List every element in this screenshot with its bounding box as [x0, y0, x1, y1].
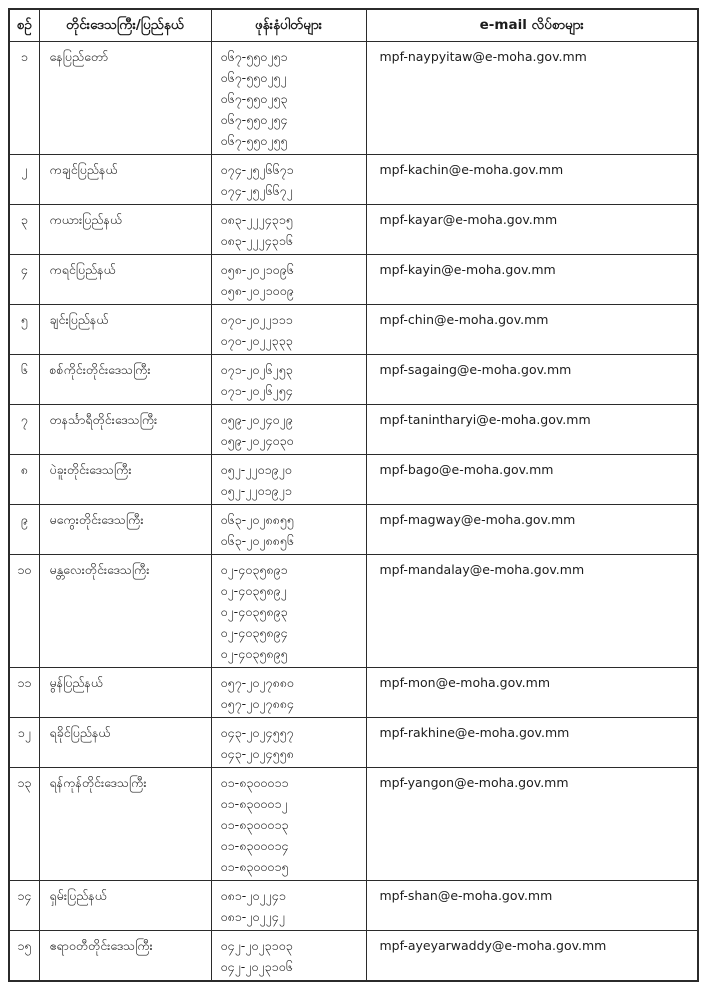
- phone-number: ၀၅၂-၂၂၀၁၉၂၀: [220, 462, 292, 477]
- col-header-phones: ဖုန်းနံပါတ်များ: [211, 9, 366, 42]
- phone-number: ၀၈၁-၂၀၂၂၄၁: [220, 888, 286, 903]
- table-header: [9, 9, 698, 42]
- email-cell: mpf-rakhine@e-moha.gov.mm: [366, 718, 698, 768]
- email-cell: mpf-magway@e-moha.gov.mm: [366, 505, 698, 555]
- serial-cell: ၁၂: [9, 718, 39, 768]
- phone-number: ၀၈၁-၂၀၂၂၄၂: [220, 909, 285, 924]
- contact-table: [8, 8, 699, 982]
- email-cell: mpf-kayar@e-moha.gov.mm: [366, 205, 698, 255]
- phones-cell: [211, 305, 366, 355]
- phone-number: ၀၆၇-၅၅၀၂၅၂: [220, 70, 287, 85]
- email-cell: mpf-shan@e-moha.gov.mm: [366, 881, 698, 931]
- region-cell: ရခိုင်ပြည်နယ်: [39, 718, 211, 768]
- email-cell: mpf-mon@e-moha.gov.mm: [366, 668, 698, 718]
- phone-number: ၀၄၃-၂၀၂၄၅၅၇: [220, 725, 294, 740]
- email-cell: mpf-kachin@e-moha.gov.mm: [366, 155, 698, 205]
- phone-number: ၀၆၃-၂၀၂၈၈၅၅: [220, 512, 294, 527]
- table-row: [9, 881, 698, 931]
- phone-number: ၀၅၉-၂၀၂၄၀၃၀: [220, 433, 294, 448]
- phone-number: ၀၁-၈၃၀၀၀၁၁: [220, 775, 289, 790]
- phone-number: ၀၅၉-၂၀၂၄၀၂၉: [220, 412, 293, 427]
- phone-number: ၀၈၃-၂၂၂၄၃၁၅: [220, 212, 293, 227]
- phone-number: ၀၈၃-၂၂၂၄၃၁၆: [220, 233, 293, 248]
- phone-number: ၀၆၇-၅၅၀၂၅၁: [220, 49, 288, 64]
- phone-number: ၀၇၄-၂၅၂၆၆၇၁: [220, 162, 294, 177]
- phones-cell: [211, 255, 366, 305]
- serial-cell: ၁၃: [9, 768, 39, 881]
- phone-number: ၀၂-၄၀၃၅၈၉၅: [220, 646, 288, 661]
- region-cell: ရန်ကုန်တိုင်းဒေသကြီး: [39, 768, 211, 881]
- phones-cell: [211, 355, 366, 405]
- email-cell: mpf-yangon@e-moha.gov.mm: [366, 768, 698, 881]
- serial-cell: ၄: [9, 255, 39, 305]
- phone-number: ၀၁-၈၃၀၀၀၁၄: [220, 838, 289, 853]
- phone-number: ၀၆၇-၅၅၀၂၅၃: [220, 91, 288, 106]
- col-header-email: e-mail လိပ်စာများ: [366, 9, 698, 42]
- email-cell: mpf-bago@e-moha.gov.mm: [366, 455, 698, 505]
- table-row: [9, 305, 698, 355]
- region-cell: မကွေးတိုင်းဒေသကြီး: [39, 505, 211, 555]
- table-row: [9, 668, 698, 718]
- phones-cell: [211, 881, 366, 931]
- phone-number: ၀၁-၈၃၀၀၀၁၅: [220, 859, 289, 874]
- region-cell: ကချင်ပြည်နယ်: [39, 155, 211, 205]
- serial-cell: ၉: [9, 505, 39, 555]
- table-row: [9, 931, 698, 982]
- region-cell: ဧရာဝတီတိုင်းဒေသကြီး: [39, 931, 211, 982]
- phone-number: ၀၅၇-၂၀၂၇၈၈၄: [220, 696, 294, 711]
- table-row: [9, 255, 698, 305]
- col-header-region: တိုင်းဒေသကြီး/ပြည်နယ်: [39, 9, 211, 42]
- email-cell: mpf-sagaing@e-moha.gov.mm: [366, 355, 698, 405]
- serial-cell: ၁၁: [9, 668, 39, 718]
- table-row: [9, 42, 698, 155]
- region-cell: မွန်ပြည်နယ်: [39, 668, 211, 718]
- serial-cell: ၅: [9, 305, 39, 355]
- phone-number: ၀၁-၈၃၀၀၀၁၃: [220, 817, 289, 832]
- serial-cell: ၇: [9, 405, 39, 455]
- table-row: [9, 355, 698, 405]
- header-row: [9, 9, 698, 42]
- phone-number: ၀၄၃-၂၀၂၄၅၅၈: [220, 746, 294, 761]
- phone-number: ၀၇၄-၂၅၂၆၆၇၂: [220, 183, 293, 198]
- table-row: [9, 768, 698, 881]
- phones-cell: [211, 405, 366, 455]
- col-header-serial: စဉ်: [9, 9, 39, 42]
- phones-cell: [211, 668, 366, 718]
- phones-cell: [211, 555, 366, 668]
- table-row: [9, 718, 698, 768]
- email-cell: mpf-ayeyarwaddy@e-moha.gov.mm: [366, 931, 698, 982]
- table-row: [9, 505, 698, 555]
- phone-number: ၀၆၃-၂၀၂၈၈၅၆: [220, 533, 294, 548]
- region-cell: ပဲခူးတိုင်းဒေသကြီး: [39, 455, 211, 505]
- phone-number: ၀၂-၄၀၃၅၈၉၁: [220, 562, 288, 577]
- phone-number: ၀၇၀-၂၀၂၂၃၃၃: [220, 333, 293, 348]
- phone-number: ၀၂-၄၀၃၅၈၉၄: [220, 625, 288, 640]
- phone-number: ၀၅၇-၂၀၂၇၈၈၀: [220, 675, 294, 690]
- serial-cell: ၁: [9, 42, 39, 155]
- serial-cell: ၁၀: [9, 555, 39, 668]
- phone-number: ၀၇၀-၂၀၂၂၁၁၁: [220, 312, 293, 327]
- email-cell: mpf-mandalay@e-moha.gov.mm: [366, 555, 698, 668]
- serial-cell: ၂: [9, 155, 39, 205]
- phones-cell: [211, 205, 366, 255]
- phone-number: ၀၄၂-၂၀၂၃၁၀၆: [220, 959, 293, 974]
- email-cell: mpf-naypyitaw@e-moha.gov.mm: [366, 42, 698, 155]
- table-row: [9, 555, 698, 668]
- phone-number: ၀၇၁-၂၀၂၆၂၅၄: [220, 383, 293, 398]
- phone-number: ၀၅၈-၂၀၂၁၀၀၉: [220, 283, 294, 298]
- email-cell: mpf-kayin@e-moha.gov.mm: [366, 255, 698, 305]
- region-cell: ကယားပြည်နယ်: [39, 205, 211, 255]
- region-cell: မန္တလေးတိုင်းဒေသကြီး: [39, 555, 211, 668]
- serial-cell: ၃: [9, 205, 39, 255]
- region-cell: တနင်္သာရီတိုင်းဒေသကြီး: [39, 405, 211, 455]
- table-body: [9, 42, 698, 982]
- phone-number: ၀၆၇-၅၅၀၂၅၅: [220, 133, 288, 148]
- phone-number: ၀၅၂-၂၂၀၁၉၂၁: [220, 483, 292, 498]
- serial-cell: ၁၅: [9, 931, 39, 982]
- phone-number: ၀၅၈-၂၀၂၁၀၉၆: [220, 262, 294, 277]
- phone-number: ၀၁-၈၃၀၀၀၁၂: [220, 796, 288, 811]
- phones-cell: [211, 42, 366, 155]
- serial-cell: ၁၄: [9, 881, 39, 931]
- phone-number: ၀၂-၄၀၃၅၈၉၃: [220, 604, 288, 619]
- region-cell: ကရင်ပြည်နယ်: [39, 255, 211, 305]
- region-cell: စစ်ကိုင်းတိုင်းဒေသကြီး: [39, 355, 211, 405]
- serial-cell: ၆: [9, 355, 39, 405]
- region-cell: ရှမ်းပြည်နယ်: [39, 881, 211, 931]
- table-row: [9, 405, 698, 455]
- phones-cell: [211, 155, 366, 205]
- region-cell: ချင်းပြည်နယ်: [39, 305, 211, 355]
- email-cell: mpf-chin@e-moha.gov.mm: [366, 305, 698, 355]
- phone-number: ၀၇၁-၂၀၂၆၂၅၃: [220, 362, 293, 377]
- phones-cell: [211, 455, 366, 505]
- phones-cell: [211, 768, 366, 881]
- serial-cell: ၈: [9, 455, 39, 505]
- region-cell: နေပြည်တော်: [39, 42, 211, 155]
- table-row: [9, 155, 698, 205]
- table-row: [9, 205, 698, 255]
- phone-number: ၀၂-၄၀၃၅၈၉၂: [220, 583, 287, 598]
- email-cell: mpf-tanintharyi@e-moha.gov.mm: [366, 405, 698, 455]
- phones-cell: [211, 505, 366, 555]
- phones-cell: [211, 718, 366, 768]
- phone-number: ၀၆၇-၅၅၀၂၅၄: [220, 112, 288, 127]
- phone-number: ၀၄၂-၂၀၂၃၁၀၃: [220, 938, 293, 953]
- table-row: [9, 455, 698, 505]
- phones-cell: [211, 931, 366, 982]
